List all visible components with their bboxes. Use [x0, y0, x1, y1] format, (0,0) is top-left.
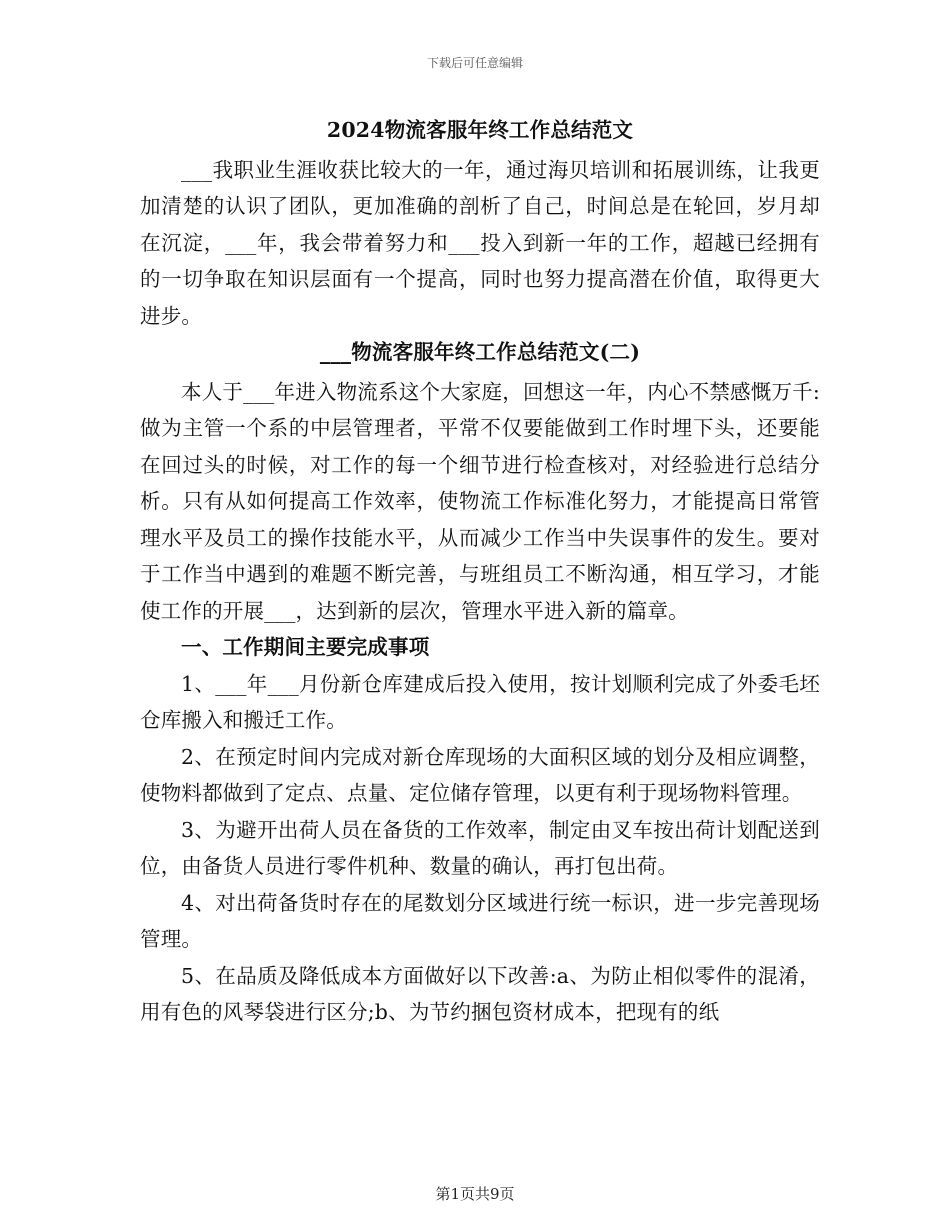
- list-item: 2、在预定时间内完成对新仓库现场的大面积区域的划分及相应调整，使物料都做到了定点、点量、定位储存管理，以更有利于现场物料管理。: [140, 744, 820, 805]
- paragraph-intro: ___我职业生涯收获比较大的一年，通过海贝培训和拓展训练，让我更加清楚的认识了团队，更加准确的剖析了自己，时间总是在轮回，岁月却在沉淀，___年，我会带着努力和___投入到新一年的工作，超越已经拥有的一切争取在知识层面有一个提高，同时也努力提高潜在价值，取得更大进步。: [140, 157, 820, 328]
- document-body: [140, 112, 820, 1031]
- list-item: 1、___年___月份新仓库建成后投入使用，按计划顺利完成了外委毛坯仓库搬入和搬迁工作。: [140, 671, 820, 732]
- header-note: 下载后可任意编辑: [426, 56, 523, 70]
- document-title: 2024物流客服年终工作总结范文: [326, 118, 634, 142]
- section-heading-main-tasks: 一、工作期间主要完成事项: [181, 635, 430, 659]
- list-item: 4、对出荷备货时存在的尾数划分区域进行统一标识，进一步完善现场管理。: [140, 890, 820, 951]
- list-item: 3、为避开出荷人员在备货的工作效率，制定由叉车按出荷计划配送到位，由备货人员进行零件机种、数量的确认，再打包出荷。: [140, 817, 820, 878]
- section-title-two: ___物流客服年终工作总结范文(二): [319, 340, 641, 364]
- paragraph-summary: 本人于___年进入物流系这个大家庭，回想这一年，内心不禁感慨万千:做为主管一个系的中层管理者，平常不仅要能做到工作时埋下头，还要能在回过头的时候，对工作的每一个细节进行检查核对，对经验进行总结分析。只有从如何提高工作效率，使物流工作标准化努力，才能提高日常管理水平及员工的操作技能水平，从而减少工作当中失误事件的发生。要对于工作当中遇到的难题不断完善，与班组员工不断沟通，相互学习，才能使工作的开展___，达到新的层次，管理水平进入新的篇章。: [140, 379, 820, 623]
- list-item: 5、在品质及降低成本方面做好以下改善:a、为防止相似零件的混淆，用有色的风琴袋进行区分;b、为节约捆包资材成本，把现有的纸: [140, 963, 820, 1024]
- page-number: 第1页共9页: [435, 1185, 515, 1203]
